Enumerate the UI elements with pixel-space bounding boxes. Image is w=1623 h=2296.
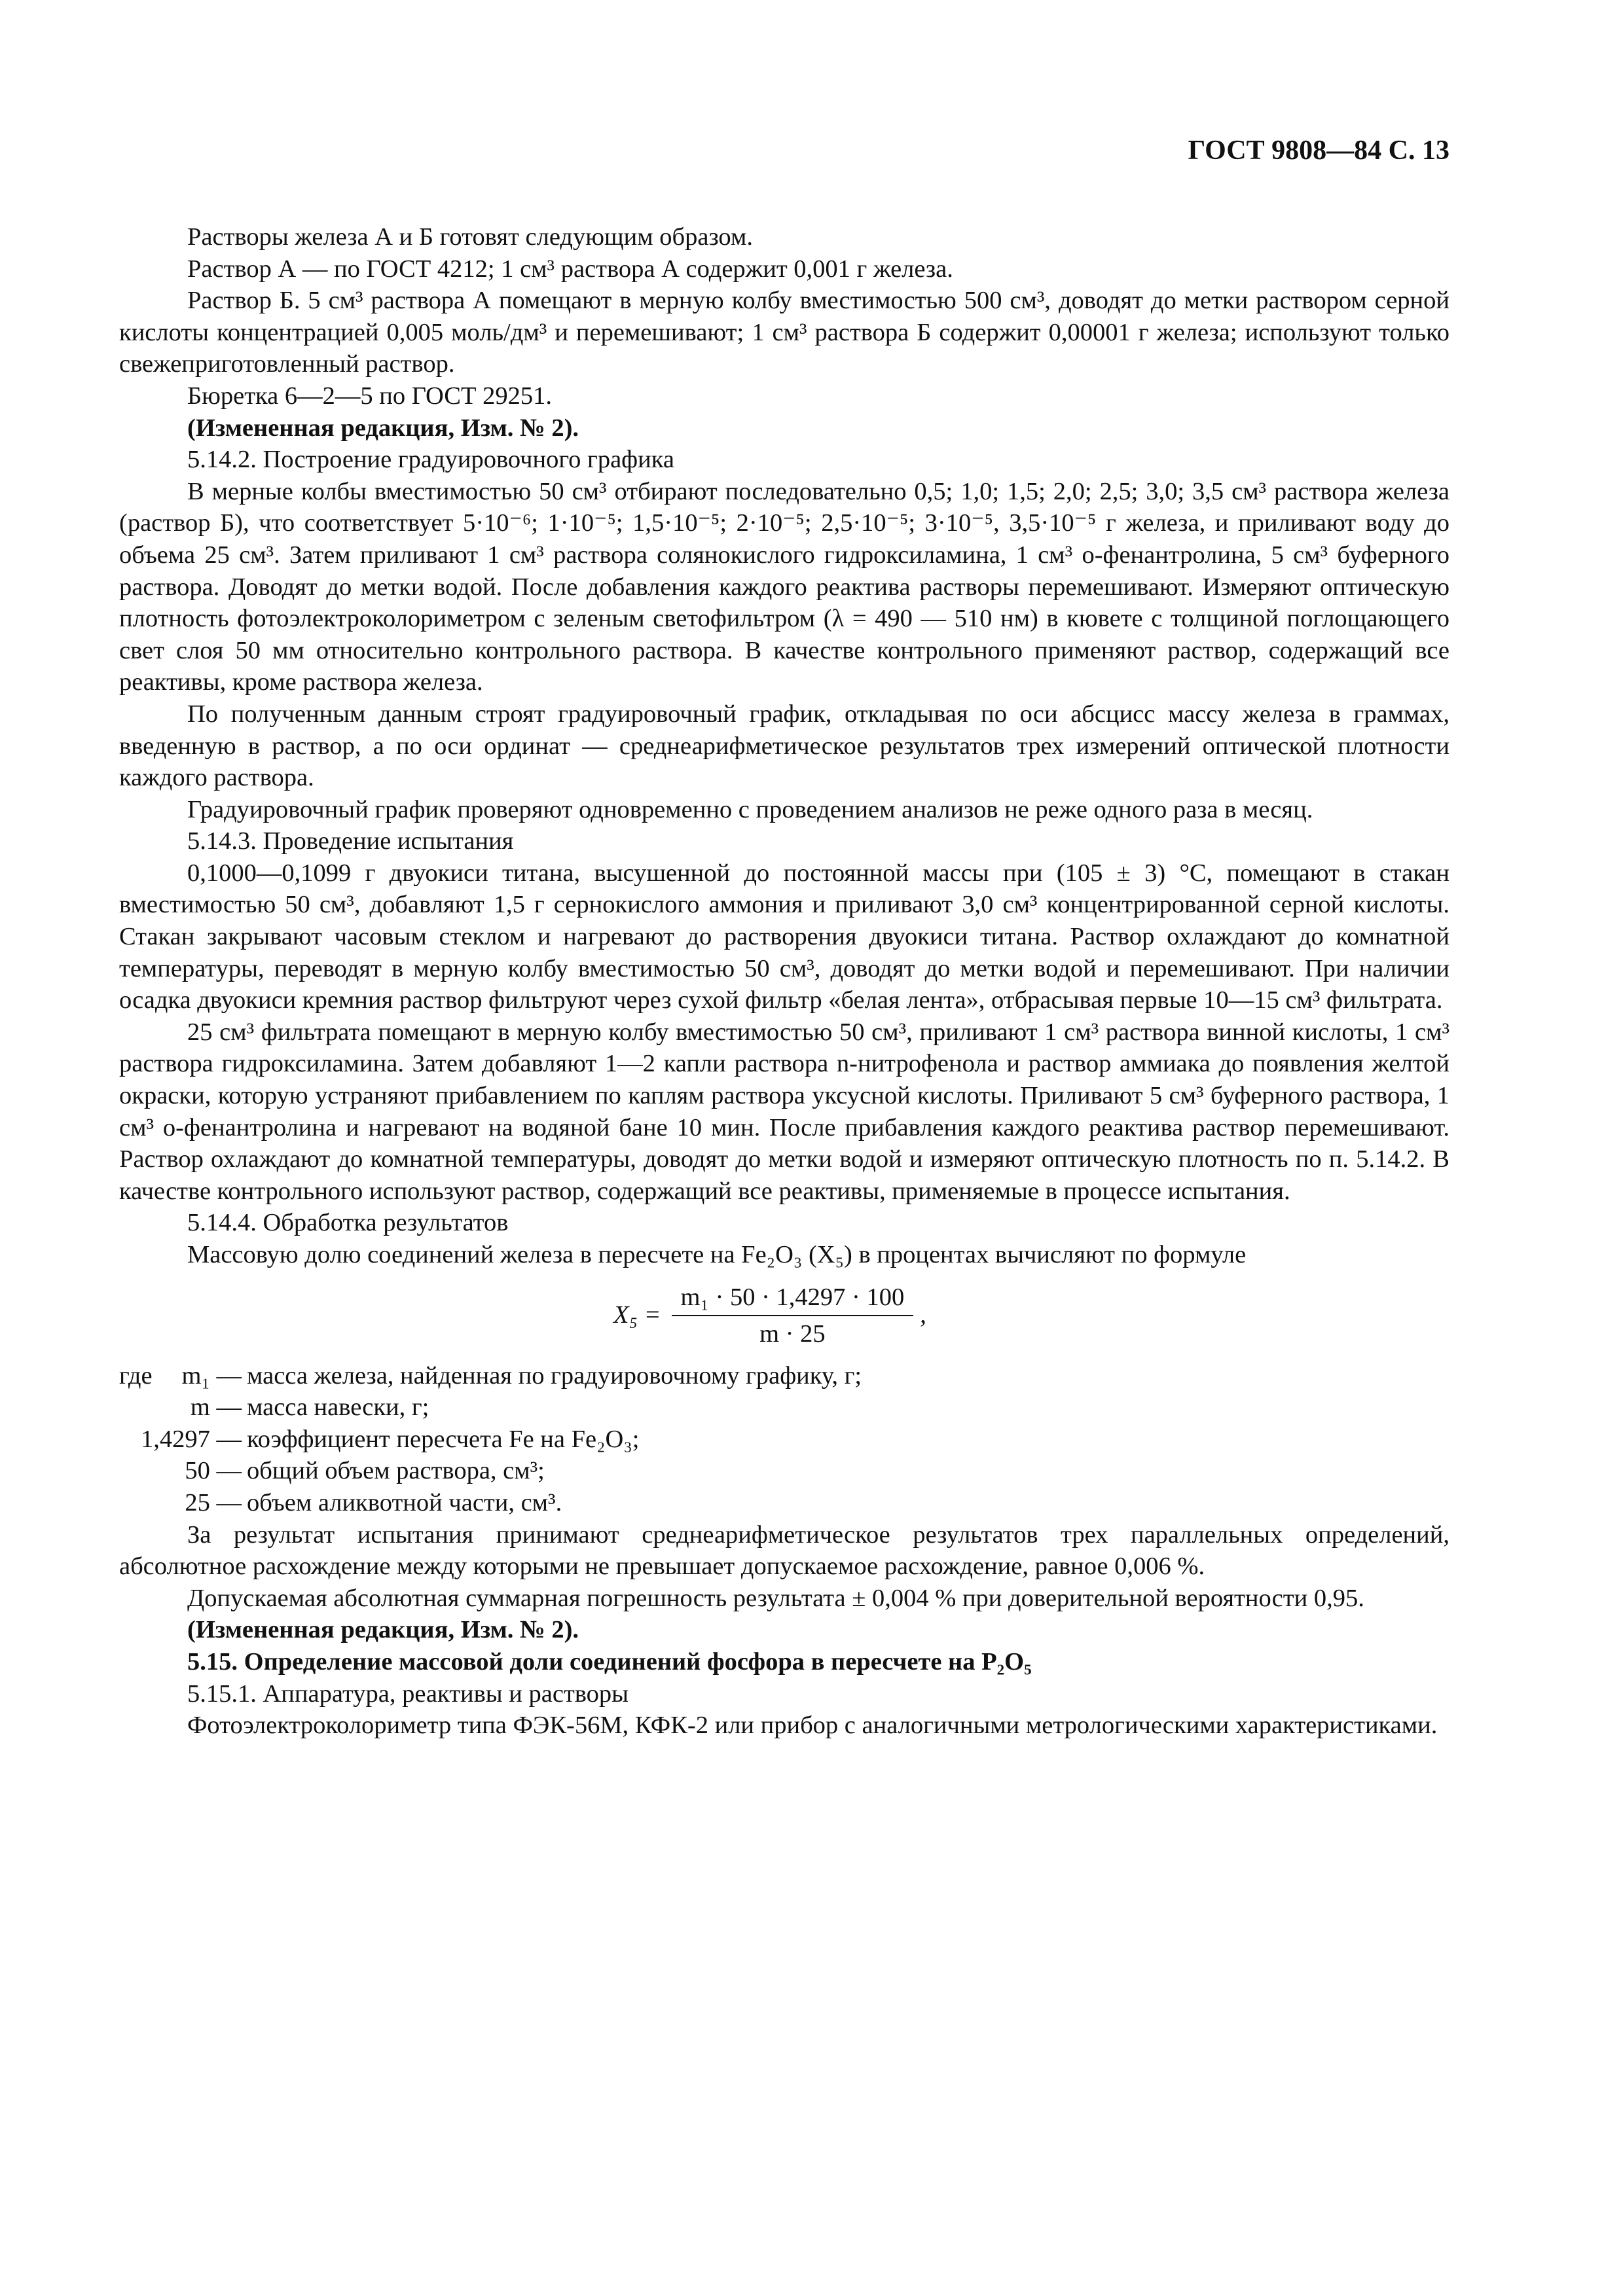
legend-row	[119, 1455, 1450, 1487]
legend-description: масса навески, г;	[247, 1393, 429, 1422]
legend-symbol-text: m₁ —	[181, 1361, 242, 1390]
section-heading: 5.15. Определение массовой доли соединений фосфора в пересчете на P₂O₅	[187, 1647, 1032, 1676]
formula	[613, 1276, 1450, 1355]
section-heading: 5.14.3. Проведение испытания	[187, 827, 514, 855]
paragraph: Допускаемая абсолютная суммарная погрешность результата ± 0,004 % при доверительной вероятности 0,95.	[187, 1584, 1364, 1612]
legend-row	[119, 1360, 1450, 1392]
legend-symbol: 25 —	[185, 1488, 242, 1516]
formula-fraction	[672, 1282, 914, 1349]
paragraph: 0,1000—0,1099 г двуокиси титана, высушенной до постоянной массы при (105 ± 3) °С, помещают в стакан вместимостью 50 см³, добавляют 1,5 г сернокислого аммония и приливают 3,0 см³ концентрированной серной кислоты. Стакан закрывают часовым стеклом и нагревают до растворения двуокиси титана. Раствор охлаждают до комнатной температуры, переводят в мерную колбу вместимостью 50 см³, доводят до метки водой и перемешивают. При наличии осадка двуокиси кремния раствор фильтруют через сухой фильтр «белая лента», отбрасывая первые 10—15 см³ фильтрата.	[119, 859, 1450, 1014]
legend-row	[119, 1487, 1450, 1519]
legend-description: общий объем раствора, см³;	[247, 1457, 545, 1485]
formula-numerator: m₁ · 50 · 1,4297 · 100	[672, 1282, 914, 1316]
section-heading: 5.15.1. Аппаратура, реактивы и растворы	[187, 1679, 629, 1708]
paragraph: По полученным данным строят градуировочный график, откладывая по оси абсцисс массу железа в граммах, введенную в раствор, а по оси ординат — среднеарифметическое результатов трех измерений оптической плотности каждого раствора.	[119, 700, 1450, 792]
paragraph: Фотоэлектроколориметр типа ФЭК-56М, КФК-2 или прибор с аналогичными метрологическими характеристиками.	[187, 1712, 1438, 1740]
formula-lhs: X₅ =	[613, 1301, 661, 1329]
page-header: ГОСТ 9808—84 С. 13	[1188, 135, 1450, 166]
paragraph: Раствор Б. 5 см³ раствора А помещают в мерную колбу вместимостью 500 см³, доводят до метки раствором серной кислоты концентрацией 0,005 моль/дм³ и перемешивают; 1 см³ раствора Б содержит 0,00001 г железа; используют только свежеприготовленный раствор.	[119, 287, 1450, 378]
section-heading: 5.14.2. Построение градуировочного графика	[187, 446, 674, 474]
paragraph: Растворы железа А и Б готовят следующим образом.	[187, 223, 753, 251]
legend-description: масса железа, найденная по градуировочному графику, г;	[247, 1361, 862, 1390]
legend-symbol: m —	[190, 1393, 242, 1422]
legend-row	[119, 1424, 1450, 1456]
legend-lead: где	[119, 1361, 153, 1390]
paragraph: Градуировочный график проверяют одновременно с проведением анализов не реже одного раза в месяц.	[187, 795, 1313, 823]
paragraph: 25 см³ фильтрата помещают в мерную колбу вместимостью 50 см³, приливают 1 см³ раствора винной кислоты, 1 см³ раствора гидроксиламина. Затем добавляют 1—2 капли раствора n-нитрофенола и раствор аммиака до появления желтой окраски, которую устраняют прибавлением по каплям раствора уксусной кислоты. Приливают 5 см³ буферного раствора, 1 см³ о-фенантролина и нагревают на водяной бане 10 мин. После прибавления каждого реактива раствор перемешивают. Раствор охлаждают до комнатной температуры, доводят до метки водой и измеряют оптическую плотность по п. 5.14.2. В качестве контрольного используют раствор, содержащий все реактивы, применяемые в процессе испытания.	[119, 1018, 1450, 1205]
legend-row	[119, 1391, 1450, 1424]
page-content	[119, 135, 1450, 1742]
paragraph: Массовую долю соединений железа в пересчете на Fe₂O₃ (X₅) в процентах вычисляют по формуле	[187, 1241, 1247, 1268]
formula-denominator: m · 25	[759, 1319, 826, 1348]
paragraph: За результат испытания принимают среднеарифметическое результатов трех параллельных определений, абсолютное расхождение между которыми не превышает допускаемое расхождение, равное 0,006 %.	[119, 1520, 1450, 1581]
amendment-note: (Измененная редакция, Изм. № 2).	[187, 414, 579, 442]
paragraph: Раствор А — по ГОСТ 4212; 1 см³ раствора А содержит 0,001 г железа.	[187, 255, 953, 283]
legend-description: объем аликвотной части, см³.	[247, 1488, 562, 1516]
legend-symbol: 50 —	[185, 1457, 242, 1485]
formula-trail: ,	[920, 1301, 926, 1329]
section-heading: 5.14.4. Обработка результатов	[187, 1209, 509, 1237]
legend-description: коэффициент пересчета Fe на Fe₂O₃;	[247, 1425, 640, 1453]
paragraph: В мерные колбы вместимостью 50 см³ отбирают последовательно 0,5; 1,0; 1,5; 2,0; 2,5; 3,0; 3,5 см³ раствора железа (раствор Б), что соответствует 5·10⁻⁶; 1·10⁻⁵; 1,5·10⁻⁵; 2·10⁻⁵; 2,5·10⁻⁵; 3·10⁻⁵, 3,5·10⁻⁵ г железа, и приливают воду до объема 25 см³. Затем приливают 1 см³ раствора солянокислого гидроксиламина, 1 см³ о-фенантролина, 5 см³ буферного раствора. Доводят до метки водой. После добавления каждого реактива растворы перемешивают. Измеряют оптическую плотность фотоэлектроколориметром с зеленым светофильтром (λ = 490 — 510 нм) в кювете с толщиной поглощающего свет слоя 50 мм относительно контрольного раствора. В качестве контрольного применяют раствор, содержащий все реактивы, кроме раствора железа.	[119, 477, 1450, 696]
legend-symbol: 1,4297 —	[141, 1425, 242, 1453]
amendment-note: (Измененная редакция, Изм. № 2).	[187, 1616, 579, 1644]
paragraph: Бюретка 6—2—5 по ГОСТ 29251.	[187, 382, 552, 410]
legend-symbol	[119, 1360, 247, 1392]
